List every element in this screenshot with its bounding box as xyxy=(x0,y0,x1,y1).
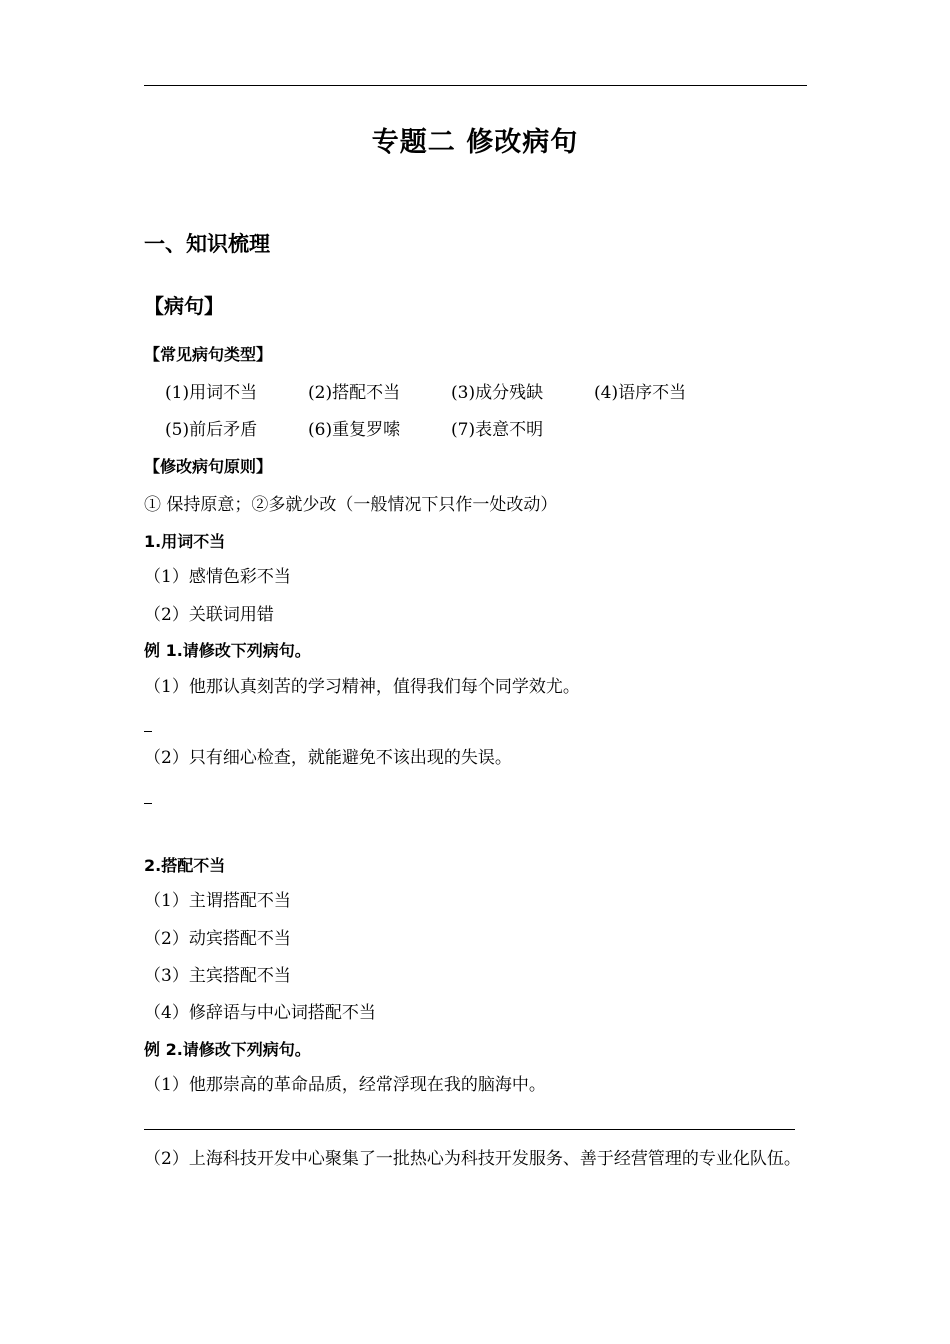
part2-item: （1）主谓搭配不当 xyxy=(144,891,291,911)
header-rule xyxy=(144,85,807,86)
part2-item: （2）动宾搭配不当 xyxy=(144,929,291,949)
answer-blank xyxy=(144,731,152,732)
part2-item: （3）主宾搭配不当 xyxy=(144,966,291,986)
types-row-1 xyxy=(165,381,737,405)
answer-line xyxy=(144,1129,795,1130)
example2-heading: 例 2.请修改下列病句。 xyxy=(144,1040,311,1059)
answer-blank xyxy=(144,803,152,804)
part2-item: （4）修辞语与中心词搭配不当 xyxy=(144,1003,376,1023)
part1-item: （2）关联词用错 xyxy=(144,605,274,625)
type-item: (3)成分残缺 xyxy=(451,383,544,403)
example1-sentence: （2）只有细心检查，就能避免不该出现的失误。 xyxy=(144,748,512,768)
part1-item: （1）感情色彩不当 xyxy=(144,567,291,587)
type-item: (6)重复罗嗦 xyxy=(308,420,401,440)
example2-sentence: （2）上海科技开发中心聚集了一批热心为科技开发服务、善于经营管理的专业化队伍。 xyxy=(144,1149,801,1169)
principles-heading: 【修改病句原则】 xyxy=(144,457,273,476)
bingju-heading: 【病句】 xyxy=(144,294,224,318)
type-item: (2)搭配不当 xyxy=(308,383,401,403)
types-row-2 xyxy=(165,418,594,442)
page-title: 专题二 修改病句 xyxy=(371,127,579,158)
type-item: (7)表意不明 xyxy=(451,420,544,440)
type-item: (4)语序不当 xyxy=(594,383,687,403)
example1-sentence: （1）他那认真刻苦的学习精神，值得我们每个同学效尤。 xyxy=(144,677,580,697)
type-item: (5)前后矛盾 xyxy=(165,420,258,440)
example1-heading: 例 1.请修改下列病句。 xyxy=(144,641,311,660)
section-heading-knowledge: 一、知识梳理 xyxy=(144,232,270,256)
common-types-heading: 【常见病句类型】 xyxy=(144,345,273,364)
type-item: (1)用词不当 xyxy=(165,383,258,403)
principles-text: ① 保持原意；②多就少改（一般情况下只作一处改动） xyxy=(144,495,558,515)
part2-heading: 2.搭配不当 xyxy=(144,856,226,875)
example2-sentence: （1）他那崇高的革命品质，经常浮现在我的脑海中。 xyxy=(144,1075,546,1095)
part1-heading: 1.用词不当 xyxy=(144,532,226,551)
